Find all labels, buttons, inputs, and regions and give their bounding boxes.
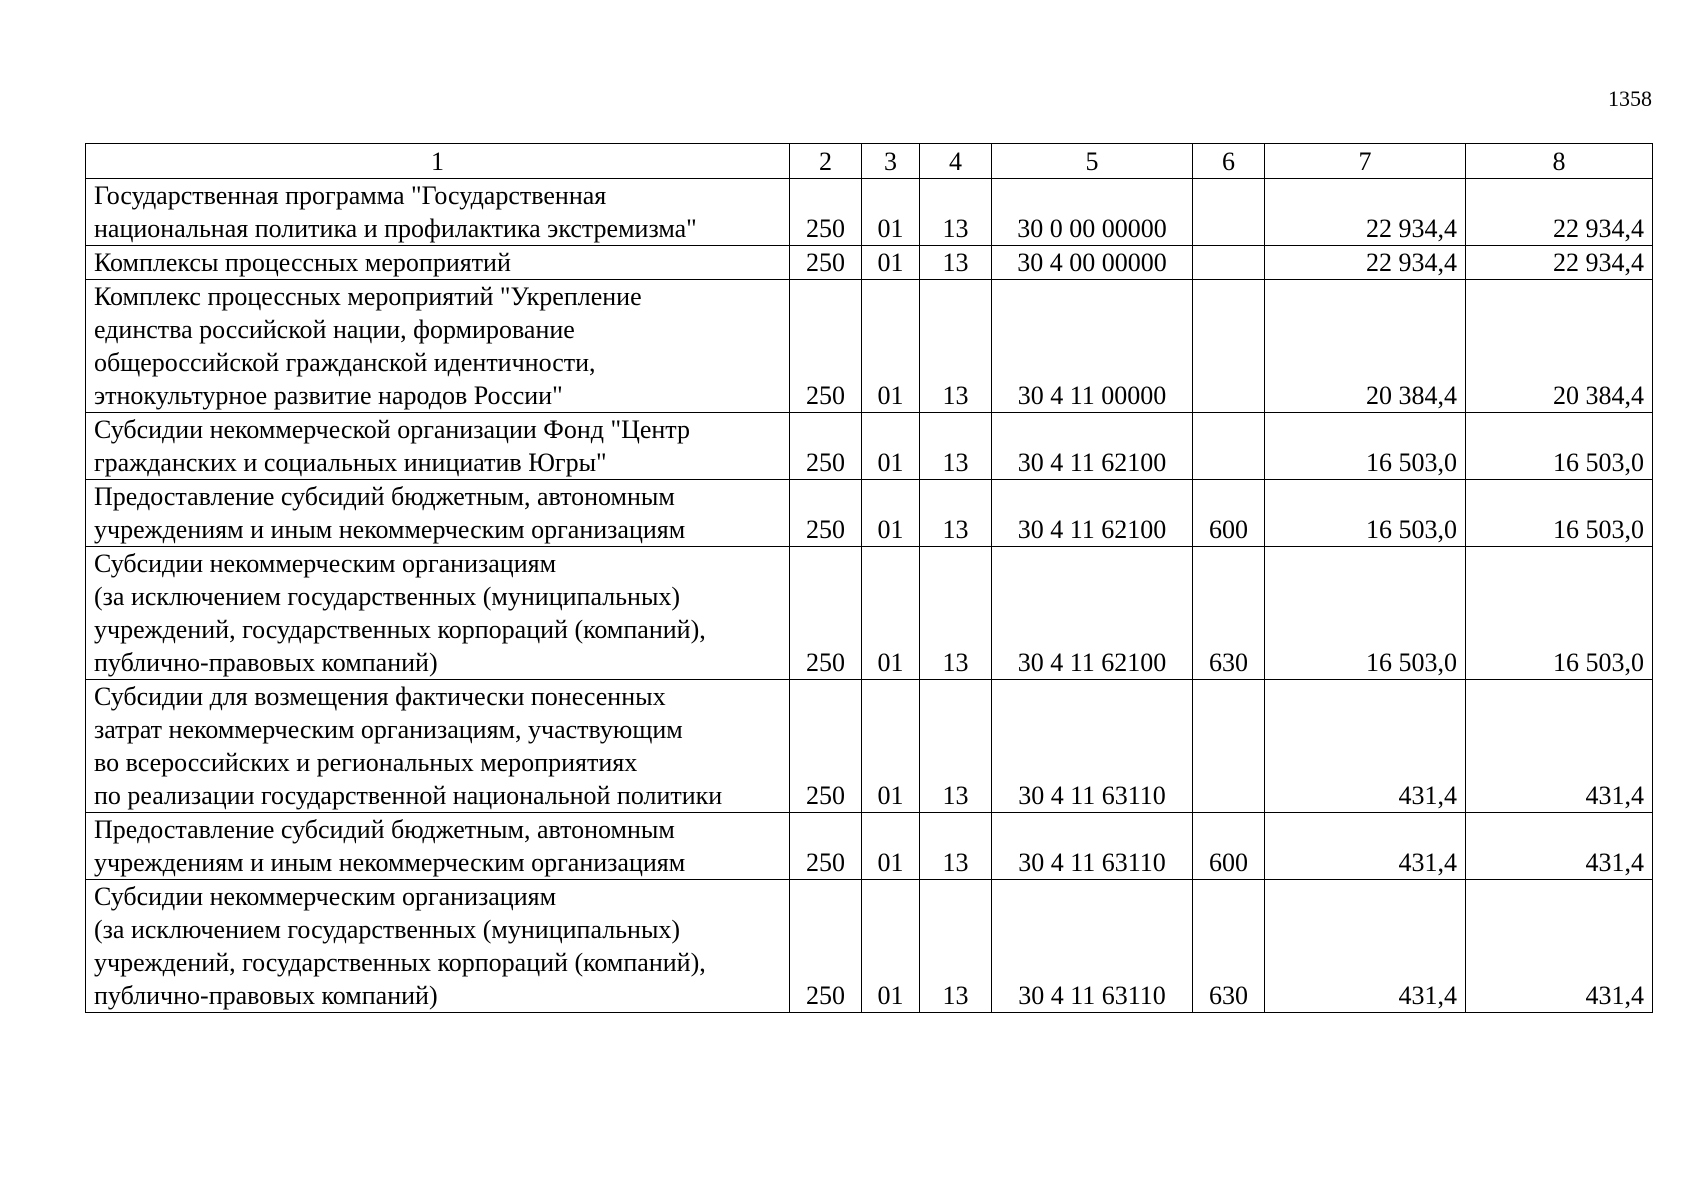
- subsection-code: 13: [920, 880, 992, 1013]
- row-name: Субсидии некоммерческим организациям (за исключением государственных (муниципальных) учреждений, государственных корпораций (компаний), публично-правовых компаний): [86, 547, 790, 680]
- amount-col-8: 16 503,0: [1466, 413, 1653, 480]
- target-article-code: 30 0 00 00000: [992, 179, 1193, 246]
- amount-col-7: 20 384,4: [1265, 280, 1466, 413]
- table-row: [86, 547, 1653, 680]
- table-row: [86, 413, 1653, 480]
- expense-type-code: 600: [1193, 813, 1265, 880]
- section-code: 01: [862, 246, 920, 280]
- column-header: 2: [790, 144, 862, 179]
- table-row: [86, 280, 1653, 413]
- subsection-code: 13: [920, 246, 992, 280]
- target-article-code: 30 4 11 62100: [992, 547, 1193, 680]
- expense-type-code: 630: [1193, 547, 1265, 680]
- target-article-code: 30 4 11 62100: [992, 413, 1193, 480]
- table-row: [86, 246, 1653, 280]
- section-code: 01: [862, 880, 920, 1013]
- row-name: Субсидии некоммерческим организациям (за исключением государственных (муниципальных) учреждений, государственных корпораций (компаний), публично-правовых компаний): [86, 880, 790, 1013]
- table-row: [86, 480, 1653, 547]
- admin-code: 250: [790, 880, 862, 1013]
- table-row: [86, 179, 1653, 246]
- amount-col-7: 22 934,4: [1265, 179, 1466, 246]
- table-row: [86, 880, 1653, 1013]
- amount-col-8: 431,4: [1466, 880, 1653, 1013]
- amount-col-8: 20 384,4: [1466, 280, 1653, 413]
- subsection-code: 13: [920, 680, 992, 813]
- row-name: Предоставление субсидий бюджетным, автономным учреждениям и иным некоммерческим организациям: [86, 813, 790, 880]
- row-name: Субсидии для возмещения фактически понесенных затрат некоммерческим организациям, участвующим во всероссийских и региональных мероприятиях по реализации государственной национальной политики: [86, 680, 790, 813]
- admin-code: 250: [790, 413, 862, 480]
- target-article-code: 30 4 11 63110: [992, 813, 1193, 880]
- expense-type-code: [1193, 413, 1265, 480]
- column-header: 6: [1193, 144, 1265, 179]
- section-code: 01: [862, 480, 920, 547]
- section-code: 01: [862, 680, 920, 813]
- amount-col-8: 431,4: [1466, 680, 1653, 813]
- admin-code: 250: [790, 547, 862, 680]
- target-article-code: 30 4 11 00000: [992, 280, 1193, 413]
- subsection-code: 13: [920, 813, 992, 880]
- row-name: Комплекс процессных мероприятий "Укрепление единства российской нации, формирование общероссийской гражданской идентичности, этнокультурное развитие народов России": [86, 280, 790, 413]
- budget-table: [85, 143, 1653, 1013]
- row-name: Государственная программа "Государственная национальная политика и профилактика экстремизма": [86, 179, 790, 246]
- expense-type-code: [1193, 680, 1265, 813]
- amount-col-7: 16 503,0: [1265, 480, 1466, 547]
- expense-type-code: [1193, 246, 1265, 280]
- amount-col-8: 431,4: [1466, 813, 1653, 880]
- amount-col-7: 16 503,0: [1265, 547, 1466, 680]
- page-number: 1358: [1608, 86, 1652, 111]
- column-header: 1: [86, 144, 790, 179]
- row-name: Комплексы процессных мероприятий: [86, 246, 790, 280]
- admin-code: 250: [790, 680, 862, 813]
- column-header: 5: [992, 144, 1193, 179]
- section-code: 01: [862, 413, 920, 480]
- admin-code: 250: [790, 480, 862, 547]
- row-name: Субсидии некоммерческой организации Фонд "Центр гражданских и социальных инициатив Югры": [86, 413, 790, 480]
- target-article-code: 30 4 11 63110: [992, 680, 1193, 813]
- column-header: 7: [1265, 144, 1466, 179]
- expense-type-code: 600: [1193, 480, 1265, 547]
- subsection-code: 13: [920, 413, 992, 480]
- admin-code: 250: [790, 179, 862, 246]
- amount-col-7: 431,4: [1265, 813, 1466, 880]
- subsection-code: 13: [920, 179, 992, 246]
- expense-type-code: 630: [1193, 880, 1265, 1013]
- amount-col-7: 16 503,0: [1265, 413, 1466, 480]
- expense-type-code: [1193, 179, 1265, 246]
- section-code: 01: [862, 813, 920, 880]
- table-row: [86, 813, 1653, 880]
- amount-col-8: 22 934,4: [1466, 179, 1653, 246]
- amount-col-8: 16 503,0: [1466, 547, 1653, 680]
- section-code: 01: [862, 280, 920, 413]
- target-article-code: 30 4 00 00000: [992, 246, 1193, 280]
- subsection-code: 13: [920, 547, 992, 680]
- admin-code: 250: [790, 246, 862, 280]
- section-code: 01: [862, 179, 920, 246]
- row-name: Предоставление субсидий бюджетным, автономным учреждениям и иным некоммерческим организациям: [86, 480, 790, 547]
- column-header: 4: [920, 144, 992, 179]
- target-article-code: 30 4 11 62100: [992, 480, 1193, 547]
- admin-code: 250: [790, 813, 862, 880]
- subsection-code: 13: [920, 480, 992, 547]
- amount-col-7: 22 934,4: [1265, 246, 1466, 280]
- admin-code: 250: [790, 280, 862, 413]
- target-article-code: 30 4 11 63110: [992, 880, 1193, 1013]
- section-code: 01: [862, 547, 920, 680]
- amount-col-8: 22 934,4: [1466, 246, 1653, 280]
- amount-col-7: 431,4: [1265, 680, 1466, 813]
- column-header: 8: [1466, 144, 1653, 179]
- subsection-code: 13: [920, 280, 992, 413]
- amount-col-8: 16 503,0: [1466, 480, 1653, 547]
- expense-type-code: [1193, 280, 1265, 413]
- header-row: [86, 144, 1653, 179]
- column-header: 3: [862, 144, 920, 179]
- amount-col-7: 431,4: [1265, 880, 1466, 1013]
- table-row: [86, 680, 1653, 813]
